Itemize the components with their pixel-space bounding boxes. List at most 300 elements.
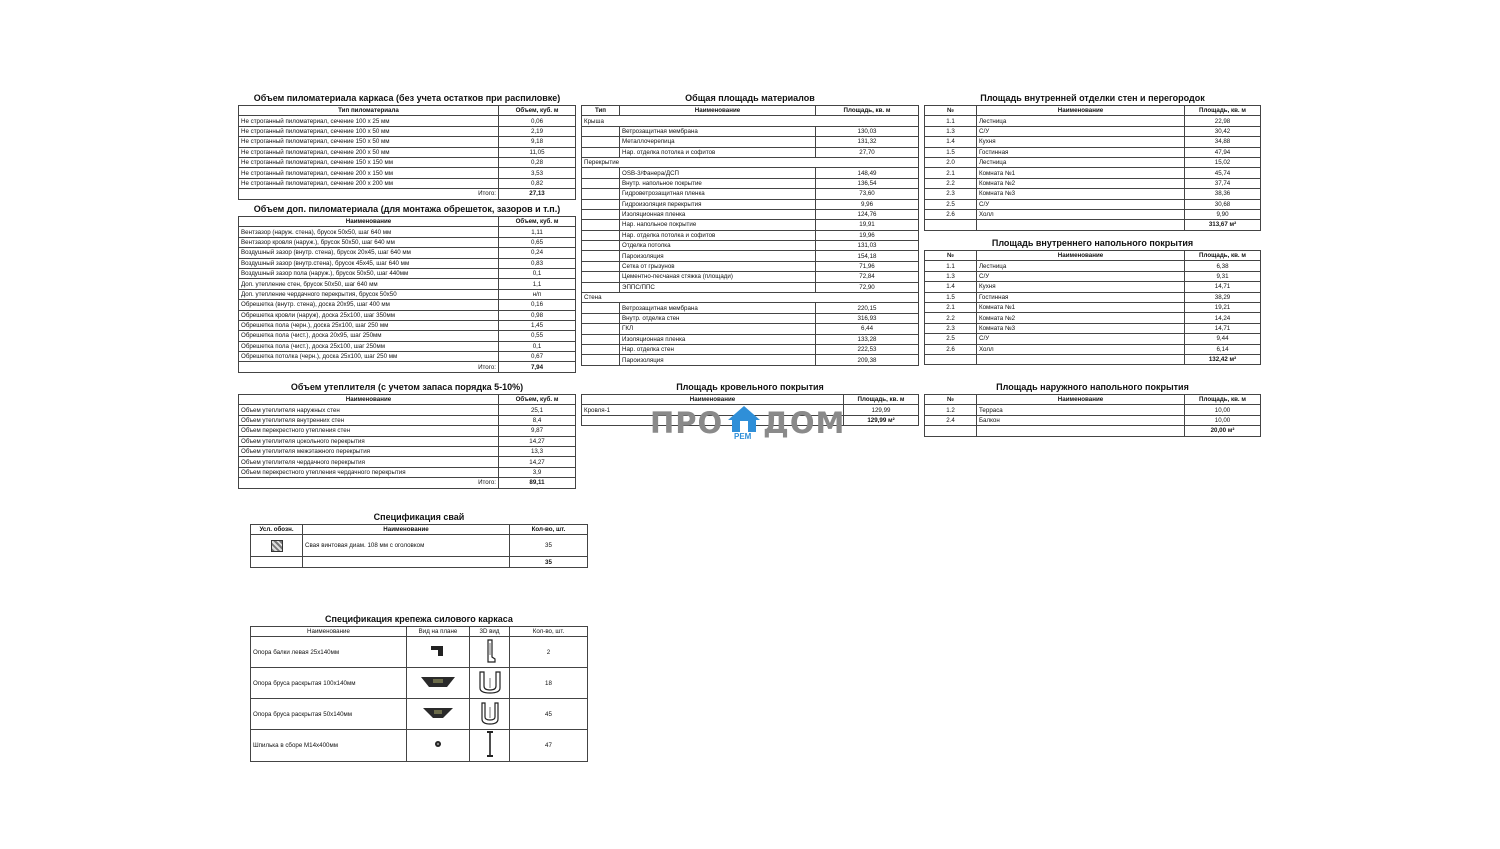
- cell-name: Опора бруса раскрытая 50x140мм: [251, 699, 407, 730]
- cell-empty: [582, 199, 620, 209]
- table-row: [239, 279, 576, 289]
- materials-area-table: [581, 105, 919, 366]
- table-row: [582, 282, 919, 292]
- cell-value: 9,87: [499, 426, 576, 436]
- cell-value: 9,44: [1185, 334, 1261, 344]
- cell-number: 2.3: [925, 189, 977, 199]
- table-row: [582, 261, 919, 271]
- cell-3d-view: [470, 730, 510, 762]
- cell-name: Вентзазор кровля (наруж.), брусок 50x50, шаг 640 мм: [239, 237, 499, 247]
- materials-area-table-block: [581, 93, 919, 366]
- cell-number: 1.1: [925, 261, 977, 271]
- table-row: [582, 178, 919, 188]
- cell-name: Гостинная: [977, 147, 1185, 157]
- column-header: Площадь, кв. м: [1185, 106, 1261, 116]
- cell-empty: [925, 220, 977, 230]
- table-row: [239, 320, 576, 330]
- inner-floor-title: Площадь внутреннего напольного покрытия: [991, 238, 1194, 248]
- table-row: [925, 271, 1261, 281]
- total-value: 20,00 м²: [1185, 426, 1261, 436]
- cell-name: С/У: [977, 199, 1185, 209]
- cell-symbol: [251, 535, 303, 557]
- cell-name: Пароизоляция: [620, 355, 816, 365]
- cell-name: Изоляционная пленка: [620, 334, 816, 344]
- inner-floor-table-block: [924, 238, 1261, 365]
- fasteners-spec-title: Спецификация крепежа силового каркаса: [325, 614, 513, 624]
- cell-value: 0,06: [499, 116, 576, 126]
- column-header: №: [925, 251, 977, 261]
- cell-number: 2.6: [925, 344, 977, 354]
- cell-number: 2.5: [925, 334, 977, 344]
- lumber-frame-title: Объем пиломатериала каркаса (без учета остатков при распиловке): [253, 93, 561, 103]
- group-row: [582, 293, 919, 303]
- total-value: 129,99 м²: [844, 415, 919, 425]
- cell-name: Гидроизоляция перекрытия: [620, 199, 816, 209]
- table-row: [239, 352, 576, 362]
- cell-value: 0,16: [499, 300, 576, 310]
- table-row: [582, 334, 919, 344]
- total-value: 89,11: [499, 478, 576, 488]
- cell-name: Доп. утепление чердачного перекрытия, брусок 50x50: [239, 289, 499, 299]
- table-row: [239, 405, 576, 415]
- total-row: [925, 354, 1261, 364]
- cell-number: 1.5: [925, 147, 977, 157]
- cell-value: 6,38: [1185, 261, 1261, 271]
- cell-value: 71,96: [816, 261, 919, 271]
- column-header: №: [925, 395, 977, 405]
- cell-value: 3,53: [499, 168, 576, 178]
- cell-name: Комната №1: [977, 168, 1185, 178]
- table-row: [925, 209, 1261, 219]
- outer-floor-table-block: [924, 382, 1261, 437]
- open-bracket-plan-icon: [421, 676, 455, 688]
- stud-3d-icon: [486, 730, 494, 758]
- cell-value: 14,71: [1185, 323, 1261, 333]
- cell-number: 1.5: [925, 292, 977, 302]
- cell-value: 35: [510, 535, 588, 557]
- table-row: [925, 261, 1261, 271]
- table-row: [239, 126, 576, 136]
- table-row: [239, 168, 576, 178]
- cell-value: 154,18: [816, 251, 919, 261]
- group-label: Стена: [582, 293, 919, 303]
- cell-value: 19,21: [1185, 302, 1261, 312]
- cell-name: Металлочерепица: [620, 137, 816, 147]
- cell-name: Не строганный пиломатериал, сечение 100 x 50 мм: [239, 126, 499, 136]
- cell-name: Объем утеплителя цокольного перекрытия: [239, 436, 499, 446]
- cell-empty: [582, 241, 620, 251]
- cell-name: Не строганный пиломатериал, сечение 150 x 50 мм: [239, 137, 499, 147]
- column-header: Наименование: [251, 627, 407, 637]
- cell-value: 10,00: [1185, 415, 1261, 425]
- table-row: [239, 415, 576, 425]
- table-row: [925, 313, 1261, 323]
- insulation-title: Объем утеплителя (с учетом запаса порядка 5-10%): [290, 382, 524, 392]
- cell-name: Лестница: [977, 261, 1185, 271]
- cell-empty: [582, 344, 620, 354]
- total-value: 35: [510, 557, 588, 567]
- cell-name: Нар. отделка потолка и софитов: [620, 230, 816, 240]
- cell-value: 14,27: [499, 457, 576, 467]
- total-label: Итого:: [239, 189, 499, 199]
- table-row: [239, 237, 576, 247]
- cell-empty: [977, 354, 1185, 364]
- column-header: Тип пиломатериала: [239, 106, 499, 116]
- cell-name: Балкон: [977, 415, 1185, 425]
- cell-name: Нар. отделка потолка и софитов: [620, 147, 816, 157]
- insulation-table-block: [238, 382, 576, 489]
- table-header-row: [239, 106, 576, 116]
- cell-value: 73,60: [816, 189, 919, 199]
- cell-empty: [582, 147, 620, 157]
- table-row: [239, 178, 576, 188]
- cell-name: Внутр. напольное покрытие: [620, 178, 816, 188]
- table-row: [239, 446, 576, 456]
- cell-value: 47: [510, 730, 588, 762]
- table-row: [925, 334, 1261, 344]
- cell-name: Объем перекрестного утепления чердачного перекрытия: [239, 467, 499, 477]
- logo-subtext: РЕМ: [734, 432, 752, 441]
- table-row: [582, 303, 919, 313]
- table-header-row: [251, 627, 588, 637]
- table-row: [582, 313, 919, 323]
- cell-3d-view: [470, 637, 510, 668]
- table-row: [925, 147, 1261, 157]
- group-row: [582, 116, 919, 126]
- column-header: Объем, куб. м: [499, 395, 576, 405]
- cell-plan-view: [407, 699, 470, 730]
- table-row: [251, 730, 588, 762]
- insulation-table: [238, 394, 576, 489]
- total-value: 27,13: [499, 189, 576, 199]
- cell-name: Объем утеплителя чердачного перекрытия: [239, 457, 499, 467]
- table-row: [239, 436, 576, 446]
- table-row: [925, 199, 1261, 209]
- cell-number: 1.2: [925, 405, 977, 415]
- cell-name: Холл: [977, 344, 1185, 354]
- table-header-row: [925, 395, 1261, 405]
- cell-empty: [582, 189, 620, 199]
- table-row: [239, 300, 576, 310]
- total-row: [239, 189, 576, 199]
- cell-value: 0,1: [499, 341, 576, 351]
- table-row: [239, 426, 576, 436]
- table-row: [925, 405, 1261, 415]
- cell-name: Комната №2: [977, 178, 1185, 188]
- cell-name: Опора балки левая 25x140мм: [251, 637, 407, 668]
- cell-name: Доп. утепление стен, брусок 50x50, шаг 640 мм: [239, 279, 499, 289]
- cell-number: 2.2: [925, 178, 977, 188]
- table-row: [925, 302, 1261, 312]
- table-header-row: [582, 106, 919, 116]
- cell-value: 2: [510, 637, 588, 668]
- cell-name: ГКЛ: [620, 324, 816, 334]
- cell-empty: [582, 303, 620, 313]
- total-label: Итого:: [239, 362, 499, 372]
- cell-value: 25,1: [499, 405, 576, 415]
- wall-finish-table-block: [924, 93, 1261, 231]
- cell-value: 131,32: [816, 137, 919, 147]
- cell-number: 2.1: [925, 302, 977, 312]
- cell-value: 124,76: [816, 209, 919, 219]
- column-header: Наименование: [977, 106, 1185, 116]
- fasteners-spec-block: [250, 614, 588, 762]
- cell-value: 14,24: [1185, 313, 1261, 323]
- inner-floor-table: [924, 250, 1261, 365]
- cell-name: Свая винтовая диам. 108 мм с оголовком: [303, 535, 510, 557]
- column-header: Площадь, кв. м: [1185, 395, 1261, 405]
- cell-empty: [582, 126, 620, 136]
- cell-name: Воздушный зазор (внутр. стена), брусок 20x45, шаг 640 мм: [239, 248, 499, 258]
- cell-value: 209,38: [816, 355, 919, 365]
- cell-name: Объем перекрестного утепления стен: [239, 426, 499, 436]
- cell-name: Цементно-песчаная стяжка (площади): [620, 272, 816, 282]
- column-header: Площадь, кв. м: [816, 106, 919, 116]
- logo-text-left: ПРО: [650, 406, 724, 440]
- cell-value: 10,00: [1185, 405, 1261, 415]
- cell-name: Лестница: [977, 116, 1185, 126]
- cell-name: Обрешетка (внутр. стена), доска 20x95, шаг 400 мм: [239, 300, 499, 310]
- cell-value: 14,27: [499, 436, 576, 446]
- table-row: [925, 189, 1261, 199]
- cell-value: 0,28: [499, 157, 576, 167]
- total-row: [251, 557, 588, 567]
- table-row: [925, 415, 1261, 425]
- column-header: Усл. обозн.: [251, 525, 303, 535]
- cell-value: 3,9: [499, 467, 576, 477]
- cell-value: 9,90: [1185, 209, 1261, 219]
- cell-value: 0,55: [499, 331, 576, 341]
- cell-name: Обрешетка пола (чист.), доска 25x100, шаг 250мм: [239, 341, 499, 351]
- total-row: [925, 220, 1261, 230]
- cell-value: 1,1: [499, 279, 576, 289]
- cell-name: Не строганный пиломатериал, сечение 200 x 150 мм: [239, 168, 499, 178]
- total-value: 313,67 м²: [1185, 220, 1261, 230]
- cell-empty: [977, 220, 1185, 230]
- cell-value: 9,31: [1185, 271, 1261, 281]
- cell-empty: [582, 168, 620, 178]
- cell-value: 0,67: [499, 352, 576, 362]
- cell-number: 2.3: [925, 323, 977, 333]
- stud-plan-icon: [434, 740, 442, 748]
- table-header-row: [251, 525, 588, 535]
- cell-name: Лестница: [977, 157, 1185, 167]
- cell-empty: [582, 230, 620, 240]
- cell-name: OSB-3/Фанера/ДСП: [620, 168, 816, 178]
- cell-value: 19,96: [816, 230, 919, 240]
- cell-plan-view: [407, 637, 470, 668]
- table-row: [239, 147, 576, 157]
- cell-name: Комната №3: [977, 189, 1185, 199]
- cell-name: Объем утеплителя наружных стен: [239, 405, 499, 415]
- open-bracket-3d-icon: [478, 670, 502, 694]
- pile-symbol-icon: [271, 540, 283, 552]
- cell-value: 136,54: [816, 178, 919, 188]
- cell-value: 6,44: [816, 324, 919, 334]
- materials-area-title: Общая площадь материалов: [685, 93, 815, 103]
- cell-name: Не строганный пиломатериал, сечение 150 x 150 мм: [239, 157, 499, 167]
- cell-name: Нар. напольное покрытие: [620, 220, 816, 230]
- cell-number: 2.2: [925, 313, 977, 323]
- column-header: Площадь, кв. м: [844, 395, 919, 405]
- cell-value: 47,94: [1185, 147, 1261, 157]
- cell-name: Обрешетка пола (чист.), доска 20x95, шаг 250мм: [239, 331, 499, 341]
- total-row: [925, 426, 1261, 436]
- group-label: Крыша: [582, 116, 919, 126]
- beam-support-plan-icon: [431, 645, 445, 657]
- extra-lumber-table: [238, 216, 576, 373]
- table-row: [251, 668, 588, 699]
- cell-value: н/п: [499, 289, 576, 299]
- cell-name: Не строганный пиломатериал, сечение 100 x 25 мм: [239, 116, 499, 126]
- cell-value: 129,99: [844, 405, 919, 415]
- cell-empty: [251, 557, 303, 567]
- table-row: [582, 189, 919, 199]
- cell-value: 14,71: [1185, 282, 1261, 292]
- cell-name: Ветрозащитная мембрана: [620, 303, 816, 313]
- cell-empty: [582, 251, 620, 261]
- cell-value: 0,82: [499, 178, 576, 188]
- cell-name: Кухня: [977, 282, 1185, 292]
- open-bracket-small-plan-icon: [423, 707, 453, 719]
- table-row: [582, 168, 919, 178]
- cell-value: 222,53: [816, 344, 919, 354]
- cell-empty: [582, 313, 620, 323]
- table-row: [582, 220, 919, 230]
- cell-value: 130,03: [816, 126, 919, 136]
- table-row: [239, 116, 576, 126]
- table-row: [582, 147, 919, 157]
- cell-value: 0,98: [499, 310, 576, 320]
- cell-name: Сетка от грызунов: [620, 261, 816, 271]
- table-row: [925, 168, 1261, 178]
- column-header: №: [925, 106, 977, 116]
- column-header: Вид на плане: [407, 627, 470, 637]
- table-row: [582, 355, 919, 365]
- cell-value: 30,42: [1185, 126, 1261, 136]
- cell-name: Комната №2: [977, 313, 1185, 323]
- column-header: Наименование: [977, 395, 1185, 405]
- cell-number: 2.6: [925, 209, 977, 219]
- cell-value: 9,96: [816, 199, 919, 209]
- cell-value: 15,02: [1185, 157, 1261, 167]
- cell-value: 72,90: [816, 282, 919, 292]
- cell-value: 220,15: [816, 303, 919, 313]
- table-row: [582, 324, 919, 334]
- cell-value: 316,93: [816, 313, 919, 323]
- cell-name: Опора бруса раскрытая 100x140мм: [251, 668, 407, 699]
- cell-value: 133,28: [816, 334, 919, 344]
- cell-value: 22,98: [1185, 116, 1261, 126]
- total-value: 7,94: [499, 362, 576, 372]
- column-header: Наименование: [239, 217, 499, 227]
- cell-name: Терраса: [977, 405, 1185, 415]
- table-row: [251, 637, 588, 668]
- cell-value: 38,36: [1185, 189, 1261, 199]
- extra-lumber-table-block: [238, 204, 576, 373]
- table-row: [239, 310, 576, 320]
- cell-empty: [582, 355, 620, 365]
- table-row: [582, 199, 919, 209]
- beam-support-3d-icon: [484, 639, 496, 663]
- table-row: [925, 323, 1261, 333]
- cell-value: 0,1: [499, 268, 576, 278]
- piles-spec-title: Спецификация свай: [373, 512, 465, 522]
- cell-empty: [303, 557, 510, 567]
- cell-name: Объем утеплителя внутренних стен: [239, 415, 499, 425]
- column-header: 3D вид: [470, 627, 510, 637]
- table-row: [239, 467, 576, 477]
- cell-name: С/У: [977, 126, 1185, 136]
- cell-value: 8,4: [499, 415, 576, 425]
- table-row: [582, 241, 919, 251]
- cell-number: 1.4: [925, 282, 977, 292]
- cell-value: 131,03: [816, 241, 919, 251]
- column-header: Тип: [582, 106, 620, 116]
- cell-number: 1.1: [925, 116, 977, 126]
- table-row: [239, 137, 576, 147]
- column-header: Наименование: [582, 395, 844, 405]
- cell-name: Обрешетка пола (черн.), доска 25x100, шаг 250 мм: [239, 320, 499, 330]
- table-row: [239, 331, 576, 341]
- cell-empty: [582, 178, 620, 188]
- cell-name: Изоляционная пленка: [620, 209, 816, 219]
- cell-name: Кровля-1: [582, 405, 844, 415]
- cell-empty: [582, 272, 620, 282]
- cell-name: Обрешетка кровли (наруж), доска 25x100, шаг 350мм: [239, 310, 499, 320]
- cell-empty: [977, 426, 1185, 436]
- prodom-logo: [650, 404, 850, 444]
- cell-name: Воздушный зазор пола (наруж.), брусок 50x50, шаг 440мм: [239, 268, 499, 278]
- table-row: [925, 126, 1261, 136]
- cell-3d-view: [470, 668, 510, 699]
- table-row: [925, 116, 1261, 126]
- column-header: Наименование: [303, 525, 510, 535]
- cell-name: Кухня: [977, 137, 1185, 147]
- cell-value: 13,3: [499, 446, 576, 456]
- cell-name: Комната №3: [977, 323, 1185, 333]
- table-row: [582, 344, 919, 354]
- cell-value: 6,14: [1185, 344, 1261, 354]
- cell-name: С/У: [977, 271, 1185, 281]
- open-bracket-small-3d-icon: [480, 701, 500, 725]
- cell-empty: [582, 137, 620, 147]
- cell-value: 1,45: [499, 320, 576, 330]
- column-header: Кол-во, шт.: [510, 627, 588, 637]
- cell-name: Комната №1: [977, 302, 1185, 312]
- cell-empty: [582, 282, 620, 292]
- wall-finish-title: Площадь внутренней отделки стен и перегородок: [980, 93, 1205, 103]
- cell-name: Гидроветрозащитная пленка: [620, 189, 816, 199]
- table-row: [251, 699, 588, 730]
- column-header: Наименование: [620, 106, 816, 116]
- column-header: Объем, куб. м: [499, 106, 576, 116]
- table-header-row: [925, 106, 1261, 116]
- cell-number: 2.1: [925, 168, 977, 178]
- cell-empty: [925, 354, 977, 364]
- table-row: [582, 126, 919, 136]
- cell-value: 1,11: [499, 227, 576, 237]
- table-row: [251, 535, 588, 557]
- table-row: [582, 137, 919, 147]
- cell-value: 45: [510, 699, 588, 730]
- table-row: [239, 227, 576, 237]
- table-row: [582, 272, 919, 282]
- cell-name: Воздушный зазор (внутр.стена), брусок 45x45, шаг 640 мм: [239, 258, 499, 268]
- cell-name: Холл: [977, 209, 1185, 219]
- outer-floor-table: [924, 394, 1261, 437]
- column-header: Наименование: [239, 395, 499, 405]
